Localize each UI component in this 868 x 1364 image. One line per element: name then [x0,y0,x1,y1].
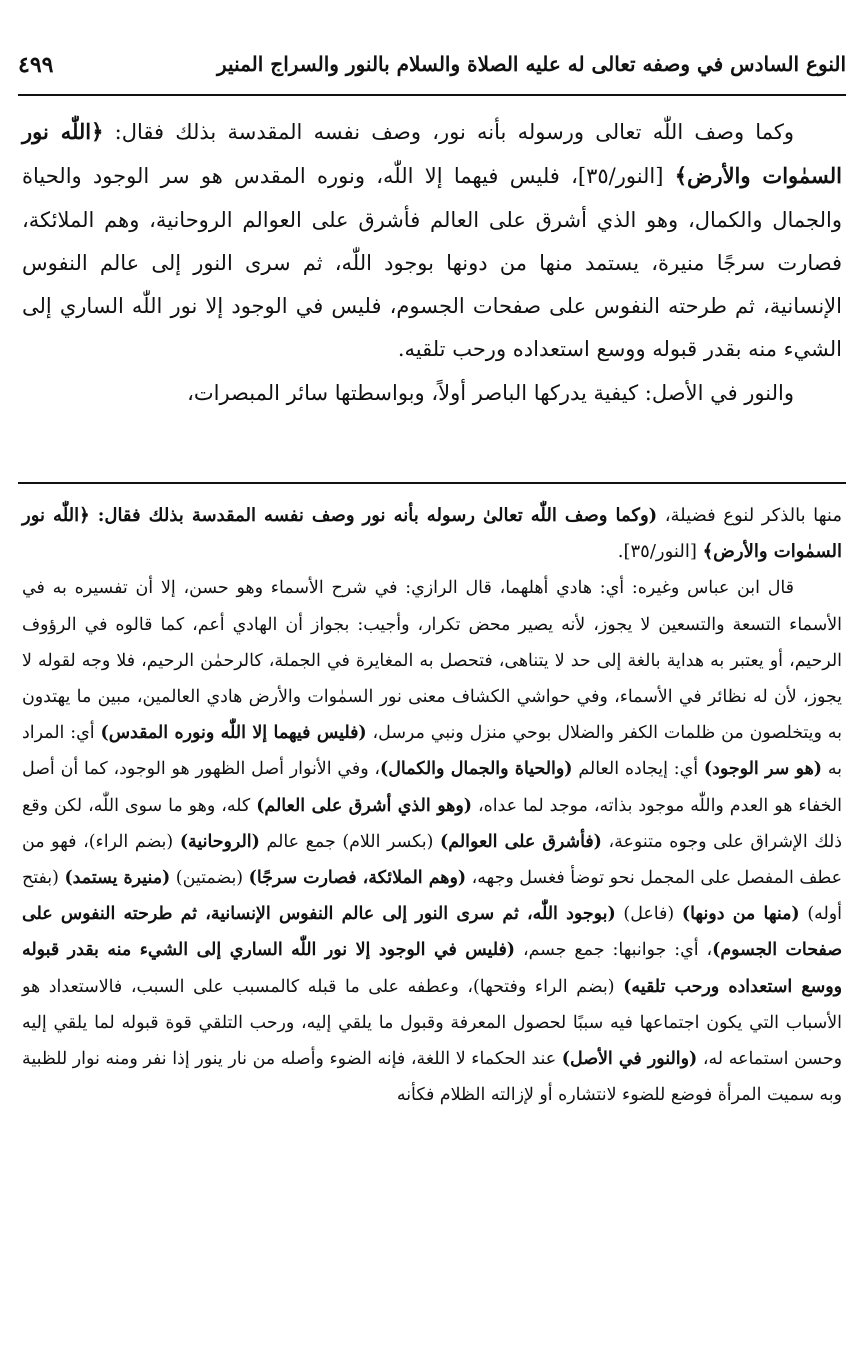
commentary-bold-quote: (والحياة والجمال والكمال) [380,759,573,780]
commentary-text: (فاعل) [615,904,682,925]
commentary-p1-reference: [النور/٣٥]. [617,541,703,563]
commentary-bold-quote: (والنور في الأصل) [561,1049,698,1070]
main-text [22,110,842,415]
quran-reference: [النور/٣٥] [577,164,675,189]
page-number: ٤٩٩ [18,52,54,78]
footnote-divider [18,482,846,484]
commentary-text: ، أي: جوانبها: جمع جسم، [515,940,713,961]
commentary-paragraph-2 [22,570,842,1113]
commentary-bold-quote: (فأشرق على العوالم) [440,831,602,852]
commentary-bold-quote: (منها من دونها) [681,904,800,925]
commentary-bold-quote: (فليس فيهما إلا اللّٰه ونوره المقدس) [100,723,367,744]
commentary-bold-quote: (وهو الذي أشرق على العالم) [256,795,472,816]
commentary-text: (بكسر اللام) جمع عالم [259,831,441,852]
commentary-text: قال ابن عباس وغيره: أي: هادي أهلهما، قال الرازي: في شرح الأسماء وهو حسن، إلا أن تفسيره به في الأسماء التسعة والتسعين لا يجوز، لأنه يصير محض تكرار، وأجيب: بجواز أن الهادي أعم، كما قالوه في الرؤوف الرحيم، أو يعتبر به هداية بالغة إلى حد لا يتناهى، فتحصل به المغايرة في الجملة، كالرحمٰن الرحيم، فلا وجه لقوله لا يجوز، لأن له نظائر في الأسماء، وفي حواشي الكشاف معنى نور السمٰوات والأرض هادي العالمين، مبين ما يهتدون به ويتخلصون من ظلمات الكفر والضلال بوحي منزل ونبي مرسل، [22,578,842,744]
commentary-text: عند الحكماء لا اللغة، فإنه الضوء وأصله من نار ينور إذا نفر ومنه نوار للظبية وبه سميت المرأة فوضع للضوء لانتشاره أو لإزالته الظلام فكأنه [22,1049,842,1106]
main-paragraph-2: والنور في الأصل: كيفية يدركها الباصر أولاً، وبواسطتها سائر المبصرات، [187,380,794,405]
main-paragraph-1 [22,110,842,372]
commentary [22,498,842,1113]
commentary-bold-quote: (هو سر الوجود) [703,759,822,780]
commentary-p1-quote: (وكما وصف اللّٰه تعالىٰ رسوله بأنه نور وصف نفسه المقدسة بذلك فقال: ﴿اللّٰه نور السمٰوات والأرض﴾ [22,505,842,563]
commentary-bold-quote: (منيرة يستمد) [64,868,171,889]
commentary-bold-quote: (بوجود اللّٰه، ثم سرى النور إلى عالم النفوس الإنسانية، ثم طرحته النفوس على صفحات الجسوم) [22,904,842,961]
main-p1-text-a: وكما وصف اللّٰه تعالى ورسوله بأنه نور، وصف نفسه المقدسة بذلك فقال: [103,120,794,144]
commentary-p1-text-a: منها بالذكر لنوع فضيلة، [657,505,842,526]
commentary-paragraph-1 [22,498,842,570]
header-rule [18,94,846,96]
commentary-text: (بضم الراء)، فهو من عطف المفصل على المجمل نحو توضأ فغسل وجهه، [22,831,842,889]
commentary-text: (بضمتين) [170,868,249,889]
commentary-text: ، وفي الأنوار أصل الظهور هو الوجود، كما أن أصل الخفاء هو العدم واللّٰه موجود بذاته، موجد لما عداه، [22,759,842,816]
running-header-title: النوع السادس في وصفه تعالى له عليه الصلاة والسلام بالنور والسراج المنير [217,52,846,76]
main-p1-text-b: ، فليس فيهما إلا اللّٰه، ونوره المقدس هو سر الوجود والحياة والجمال والكمال، وهو الذي أشرق على العالم فأشرق على العوالم الروحانية، وهم الملائكة، فصارت سرجًا منيرة، يستمد منها من دونها بوجود اللّٰه، ثم سرى النور إلى عالم النفوس الإنسانية، ثم طرحته النفوس على صفحات الجسوم، فليس في الوجود إلا نور اللّٰه الساري إلى الشيء منه بقدر قبوله ووسع استعداده ورحب تلقيه. [22,164,842,362]
running-header [18,46,846,92]
commentary-text: كله، وهو ما سوى اللّٰه، لكن وقع ذلك الإشراق على وجوه متنوعة، [22,795,842,852]
commentary-text: (بفتح أوله) [22,868,843,925]
commentary-text: أي: المراد به [22,723,842,780]
commentary-bold-quote: (فليس في الوجود إلا نور اللّٰه الساري إلى الشيء منه بقدر قبوله ووسع استعداده ورحب تلقيه) [22,940,842,997]
commentary-text: (بضم الراء وفتحها)، وعطفه على ما قبله كالمسبب على السبب، فالاستعداد هو الأسباب التي يكون اجتماعها فيه سببًا لحصول المعرفة وقبول ما يلقي إليه، ورحب التلقي قوة قبوله لما يلقي إليه وحسن استماعه له، [22,976,842,1070]
commentary-bold-quote: (وهم الملائكة، فصارت سرجًا) [248,868,467,889]
commentary-text: أي: إيجاده العالم [572,759,704,780]
commentary-bold-quote: (الروحانية) [179,831,260,852]
quran-quote: ﴿اللّٰه نور السمٰوات والأرض﴾ [22,119,842,189]
